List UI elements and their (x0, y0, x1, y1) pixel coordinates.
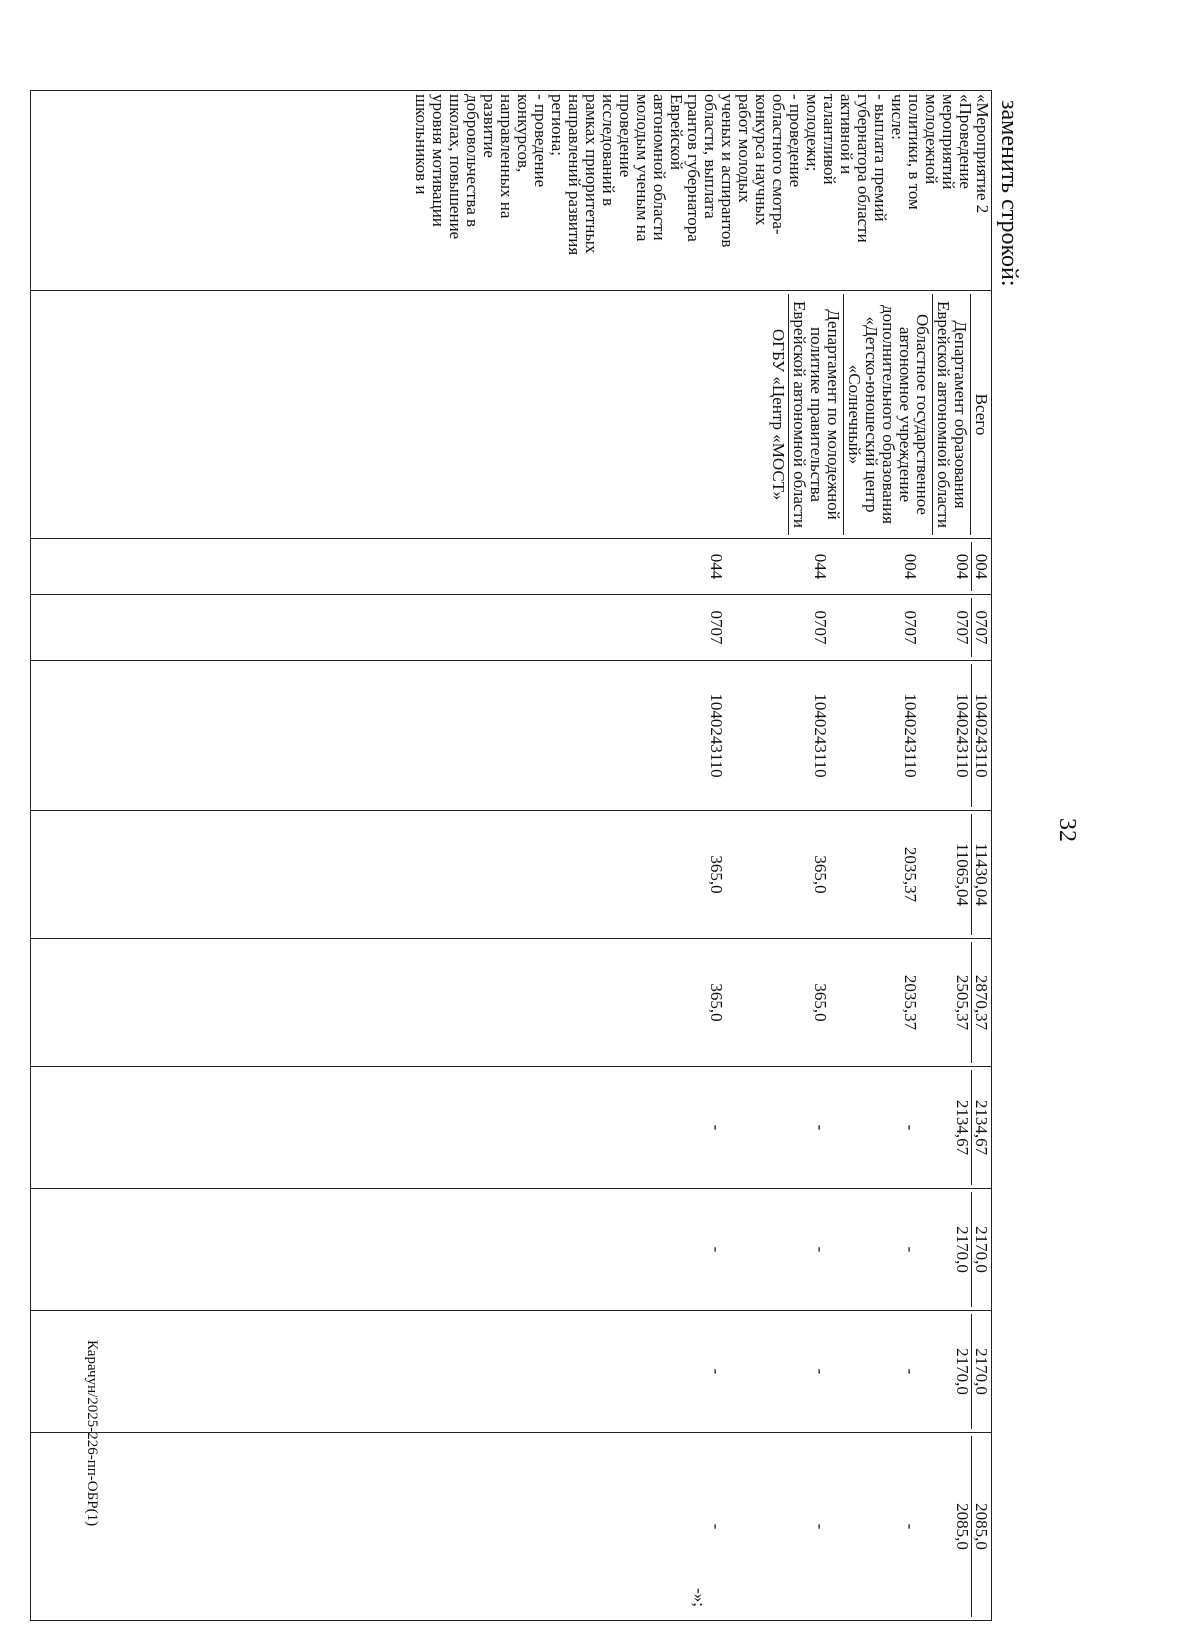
executor-most: ОГБУ «Центр «МОСТ» (769, 328, 788, 501)
executor-total: Всего (970, 294, 991, 535)
closing-mark: -»; (690, 1588, 709, 1607)
grbs-value: 044 (707, 553, 726, 580)
year-value: - (901, 1523, 920, 1530)
total-cell (31, 811, 992, 939)
year-2025-cell (31, 1433, 992, 1621)
csr-value: 1040243110 (901, 693, 920, 778)
year-value: 2035,37 (901, 974, 920, 1031)
footer-code: Карачун/2025-226-пп-ОБР(1) (84, 1340, 100, 1527)
year-value: 365,0 (811, 983, 830, 1022)
table-row (31, 91, 992, 1621)
year-value: - (707, 1246, 726, 1253)
csr-value: 1040243110 (971, 664, 991, 807)
csr-value: 1040243110 (707, 693, 726, 778)
csr-value: 1040243110 (953, 693, 972, 778)
grbs-value: 004 (971, 542, 991, 591)
year-value: - (811, 1368, 830, 1375)
year-value: 2085,0 (971, 1436, 991, 1617)
replace-label: заменить строкой: (996, 100, 1022, 287)
year-2021-cell (31, 939, 992, 1067)
grbs-value: 004 (901, 553, 920, 580)
rzpr-cell (31, 595, 992, 661)
year-value: - (901, 1246, 920, 1253)
year-value: - (811, 1124, 830, 1131)
year-value: - (811, 1246, 830, 1253)
rzpr-value: 0707 (971, 598, 991, 657)
total-value: 365,0 (811, 855, 830, 894)
executor-department-youth: Департамент по молодежной политике правительства Еврейской автономной области (788, 294, 843, 535)
year-value: 365,0 (707, 983, 726, 1022)
page-number: 32 (1054, 818, 1080, 842)
grbs-value: 004 (953, 553, 972, 580)
year-value: 2505,37 (953, 974, 972, 1031)
year-value: 2134,67 (971, 1070, 991, 1185)
year-2022-cell (31, 1067, 992, 1189)
year-value: - (707, 1523, 726, 1530)
executor-solnechny: Областное государственное автономное учреждение дополнительного образования «Детско-юношеский центр «Солнечный» (843, 294, 932, 535)
year-value: - (901, 1124, 920, 1131)
csr-cell (31, 661, 992, 811)
grbs-value: 044 (811, 553, 830, 580)
total-value: 11065,04 (953, 842, 972, 907)
grbs-cell (31, 539, 992, 595)
budget-table (30, 90, 992, 1621)
rzpr-value: 0707 (953, 610, 972, 645)
year-value: - (707, 1124, 726, 1131)
year-value: 2085,0 (953, 1503, 972, 1550)
year-value: - (811, 1523, 830, 1530)
year-value: 2870,37 (971, 942, 991, 1063)
rzpr-value: 0707 (811, 610, 830, 645)
total-value: 11430,04 (971, 814, 991, 935)
year-value: 2170,0 (953, 1348, 972, 1395)
year-value: 2134,67 (953, 1099, 972, 1156)
year-value: 2170,0 (971, 1314, 991, 1429)
rzpr-value: 0707 (707, 610, 726, 645)
csr-value: 1040243110 (811, 693, 830, 778)
rzpr-value: 0707 (901, 610, 920, 645)
executor-department-education: Департамент образования Еврейской автономной области (932, 294, 970, 535)
year-value: - (707, 1368, 726, 1375)
year-2024-cell (31, 1311, 992, 1433)
year-2023-cell (31, 1189, 992, 1311)
total-value: 2035,37 (901, 846, 920, 903)
year-value: 2170,0 (971, 1192, 991, 1307)
executor-cell (31, 291, 992, 539)
year-value: - (901, 1368, 920, 1375)
total-value: 365,0 (707, 855, 726, 894)
event-name-cell: «Мероприятие 2 «Проведение мероприятий молодежной политики, в том числе: - выплата премий губернатора области активной и талантливой молодежи; - проведение областного смотра- конкурса научных работ молодых ученых и аспирантов области, выплата грантов губернатора Еврейской автономной области молодым ученым на проведение исследований в рамках приоритетных направлений развития региона; - проведение конкурсов, направленных на развитие добровольчества в школах, повышение уровня мотивации школьников и (31, 91, 992, 291)
year-value: 2170,0 (953, 1226, 972, 1273)
